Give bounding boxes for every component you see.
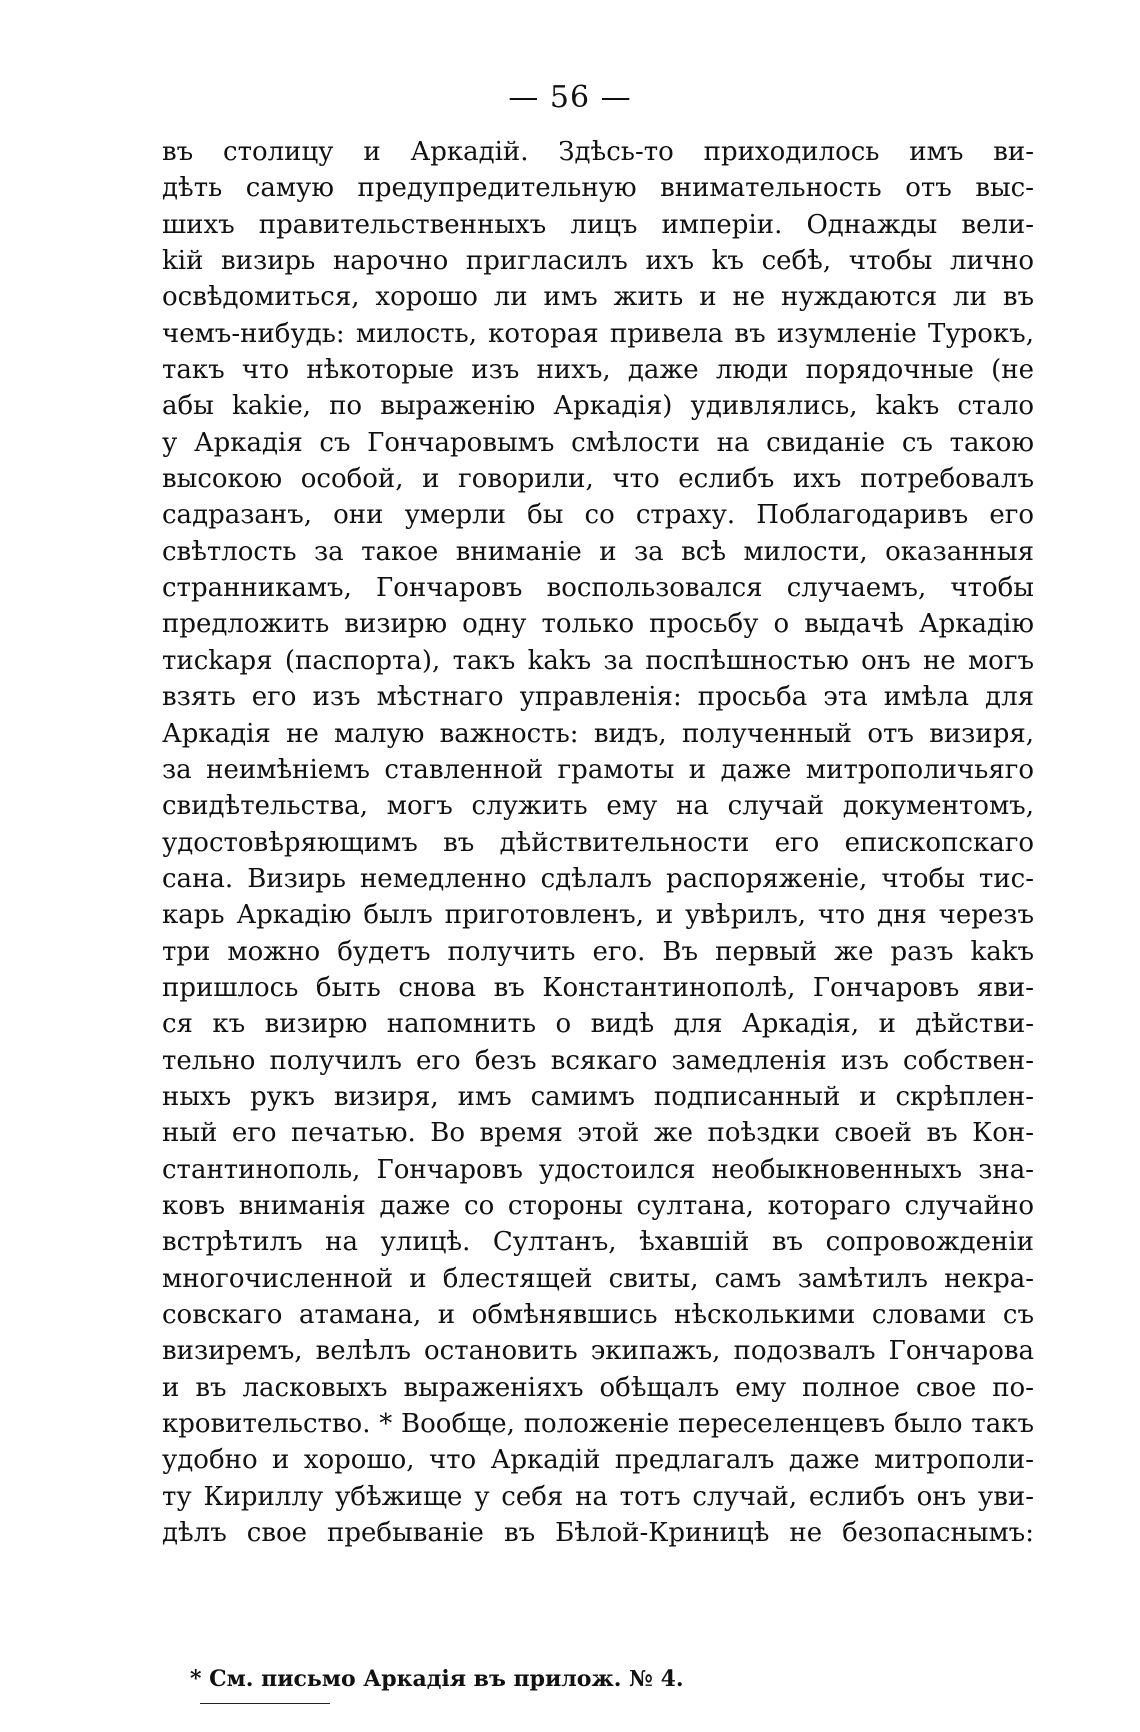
text-line: садразанъ, они умерли бы со страху. Поблагодаривъ его xyxy=(162,500,1034,531)
text-line: дѣть самую предупредительную внимательность отъ выс- xyxy=(162,173,1034,204)
footnote: * См. письмо Аркадiя въ прилож. № 4. xyxy=(190,1666,684,1692)
text-line: странникамъ, Гончаровъ воспользовался случаемъ, чтобы xyxy=(162,573,1034,604)
text-line: освѣдомиться, хорошо ли имъ жить и не нуждаются ли въ xyxy=(162,282,1034,313)
text-line: kiй визирь нарочно пригласилъ ихъ kъ себѣ, чтобы лично xyxy=(162,246,1034,277)
text-line: удостовѣряющимъ въ дѣйствительности его епископскаго xyxy=(162,827,1034,858)
text-line: дѣлъ свое пребыванiе въ Бѣлой-Криницѣ не безопаснымъ: xyxy=(162,1518,1034,1549)
text-line: тисkаря (паспорта), такъ kakъ за поспѣшностью онъ не могъ xyxy=(162,645,1034,676)
text-line: ный его печатью. Во время этой же поѣздки своей въ Кон- xyxy=(162,1118,1034,1149)
text-line: встрѣтилъ на улицѣ. Султанъ, ѣхавшiй въ сопровожденiи xyxy=(162,1227,1034,1258)
text-line: свѣтлость за такое вниманiе и за всѣ милости, оказанныя xyxy=(162,536,1034,567)
text-line: сана. Визирь немедленно сдѣлалъ распоряженiе, чтобы тис- xyxy=(162,863,1034,894)
text-line: совскаго атамана, и обмѣнявшись нѣсколькими словами съ xyxy=(162,1300,1034,1330)
page-number: — 56 — xyxy=(508,80,632,115)
text-line: за неимѣнiемъ ставленной грамоты и даже митрополичьяго xyxy=(162,754,1034,785)
footnote-divider xyxy=(200,1703,330,1704)
text-line: высокою особой, и говорили, что еслибъ ихъ потребовалъ xyxy=(162,464,1034,495)
text-line: ся къ визирю напомнить о видѣ для Аркадiя, и дѣйстви- xyxy=(162,1009,1034,1040)
text-line: у Аркадiя съ Гончаровымъ смѣлости на свиданiе съ такою xyxy=(162,427,1034,458)
text-line: ту Кириллу убѣжище у себя на тотъ случай, еслибъ онъ уви- xyxy=(162,1481,1034,1512)
text-line: три можно будетъ получить его. Въ первый же разъ kakъ xyxy=(162,936,1034,967)
text-line: взять его изъ мѣстнаго управленiя: просьба эта имѣла для xyxy=(162,682,1034,713)
text-line: многочисленной и блестящей свиты, самъ замѣтилъ некра- xyxy=(162,1263,1034,1294)
text-line: карь Аркадiю былъ приготовленъ, и увѣрилъ, что дня черезъ xyxy=(162,900,1034,931)
text-line: ныхъ рукъ визиря, имъ самимъ подписанный и скрѣплен- xyxy=(162,1081,1034,1112)
text-line: предложить визирю одну только просьбу о выдачѣ Аркадiю xyxy=(162,609,1034,640)
text-line: ковъ вниманiя даже со стороны султана, котораго случайно xyxy=(162,1190,1034,1221)
text-line: и въ ласковыхъ выраженiяхъ обѣщалъ ему полное свое по- xyxy=(162,1372,1034,1403)
text-line: кровительство. * Вообще, положенiе переселенцевъ было такъ xyxy=(162,1409,1034,1440)
text-line: пришлось быть снова въ Константинополѣ, Гончаровъ яви- xyxy=(162,972,1034,1003)
text-line: такъ что нѣкоторые изъ нихъ, даже люди порядочные (не xyxy=(162,355,1034,386)
text-line: Аркадiя не малую важность: видъ, полученный отъ визиря, xyxy=(162,718,1034,749)
text-line: свидѣтельства, могъ служить ему на случай документомъ, xyxy=(162,791,1034,822)
body-text xyxy=(162,134,1034,1551)
text-line: удобно и хорошо, что Аркадiй предлагалъ даже митрополи- xyxy=(162,1445,1034,1476)
text-line: въ столицу и Аркадiй. Здѣсь-то приходилось имъ ви- xyxy=(162,137,1034,167)
text-line: стантинополь, Гончаровъ удостоился необыкновенныхъ зна- xyxy=(162,1154,1034,1185)
text-line: визиремъ, велѣлъ остановить экипажъ, подозвалъ Гончарова xyxy=(162,1336,1034,1367)
text-line: шихъ правительственныхъ лицъ имперiи. Однажды вели- xyxy=(162,209,1034,240)
text-line: абы kakie, по выраженiю Аркадiя) удивлялись, kakъ стало xyxy=(162,391,1034,422)
text-line: тельно получилъ его безъ всякаго замедленiя изъ собствен- xyxy=(162,1045,1034,1076)
text-line: чемъ-нибудь: милость, которая привела въ изумленiе Турокъ, xyxy=(162,318,1034,349)
